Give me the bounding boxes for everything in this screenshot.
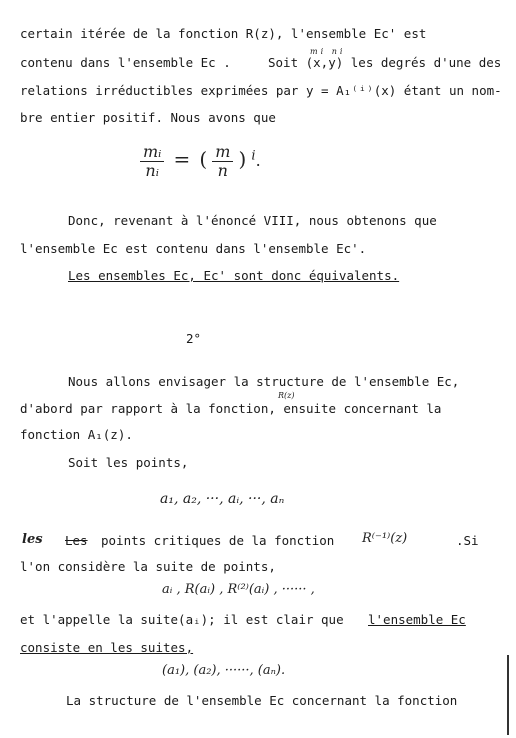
superscript-annotation: mi ni <box>310 47 346 56</box>
text-line-14: et l'appelle la suite(aᵢ); il est clair que <box>20 612 344 627</box>
fraction-left-denominator: nᵢ <box>145 161 159 180</box>
text-line-6: l'ensemble Ec est contenu dans l'ensemble Ec'. <box>20 241 367 256</box>
text-line-11: Soit les points, <box>68 455 189 470</box>
text-line-13: l'on considère la suite de points, <box>20 559 276 574</box>
text-line-2a: contenu dans l'ensemble Ec . <box>20 55 231 70</box>
fraction-left <box>140 143 164 180</box>
superscript-annotation-rz: R(z) <box>278 391 295 400</box>
text-line-2b: Soit (x,y) les degrés d'une des <box>268 55 502 70</box>
text-line-8: Nous allons envisager la structure de l'ensemble Ec, <box>68 374 460 389</box>
text-line-16: La structure de l'ensemble Ec concernant la fonction <box>66 693 458 708</box>
function-r-inverse: R⁽⁻¹⁾(z) <box>362 531 408 546</box>
section-number: 2° <box>186 331 202 346</box>
text-line-10: fonction A₁(z). <box>20 427 133 442</box>
suites-sequence: (a₁), (a₂), ······, (aₙ). <box>162 663 286 678</box>
margin-vertical-line <box>507 655 509 735</box>
text-line-9: d'abord par rapport à la fonction, ensuite concernant la <box>20 401 442 416</box>
struck-les: Les <box>65 533 88 548</box>
text-line-12-end: .Si <box>456 533 479 548</box>
text-line-12: points critiques de la fonction <box>101 533 335 548</box>
formula-exponent: i <box>251 148 256 164</box>
points-sequence: a₁, a₂, ···, aᵢ, ···, aₙ <box>160 491 285 507</box>
equals-sign: = <box>173 147 191 171</box>
formula-ratio: $\frac{\text{mᵢ}}{\text{nᵢ}}$ = ( $\frac{m}{n}$ ) $^i$. <box>140 143 261 180</box>
text-line-15-underlined: consiste en les suites, <box>20 640 194 655</box>
text-line-5: Donc, revenant à l'énoncé VIII, nous obtenons que <box>68 213 437 228</box>
conclusion-underlined: Les ensembles Ec, Ec' sont donc équivalents. <box>68 268 400 283</box>
iteration-sequence: aᵢ , R(aᵢ) , R⁽²⁾(aᵢ) , ······ , <box>162 582 315 597</box>
text-line-3: relations irréductibles exprimées par y = A₁⁽ⁱ⁾(x) étant un nom- <box>20 83 502 98</box>
fraction-right-numerator: m <box>212 143 233 162</box>
handwritten-les: les <box>22 532 43 547</box>
fraction-right <box>212 143 233 180</box>
fraction-right-denominator: n <box>217 161 228 180</box>
text-line-4: bre entier positif. Nous avons que <box>20 110 276 125</box>
text-line-14-underlined: l'ensemble Ec <box>368 612 466 627</box>
fraction-left-numerator: mᵢ <box>140 143 164 162</box>
text-line-1: certain itérée de la fonction R(z), l'ensemble Ec' est <box>20 26 427 41</box>
